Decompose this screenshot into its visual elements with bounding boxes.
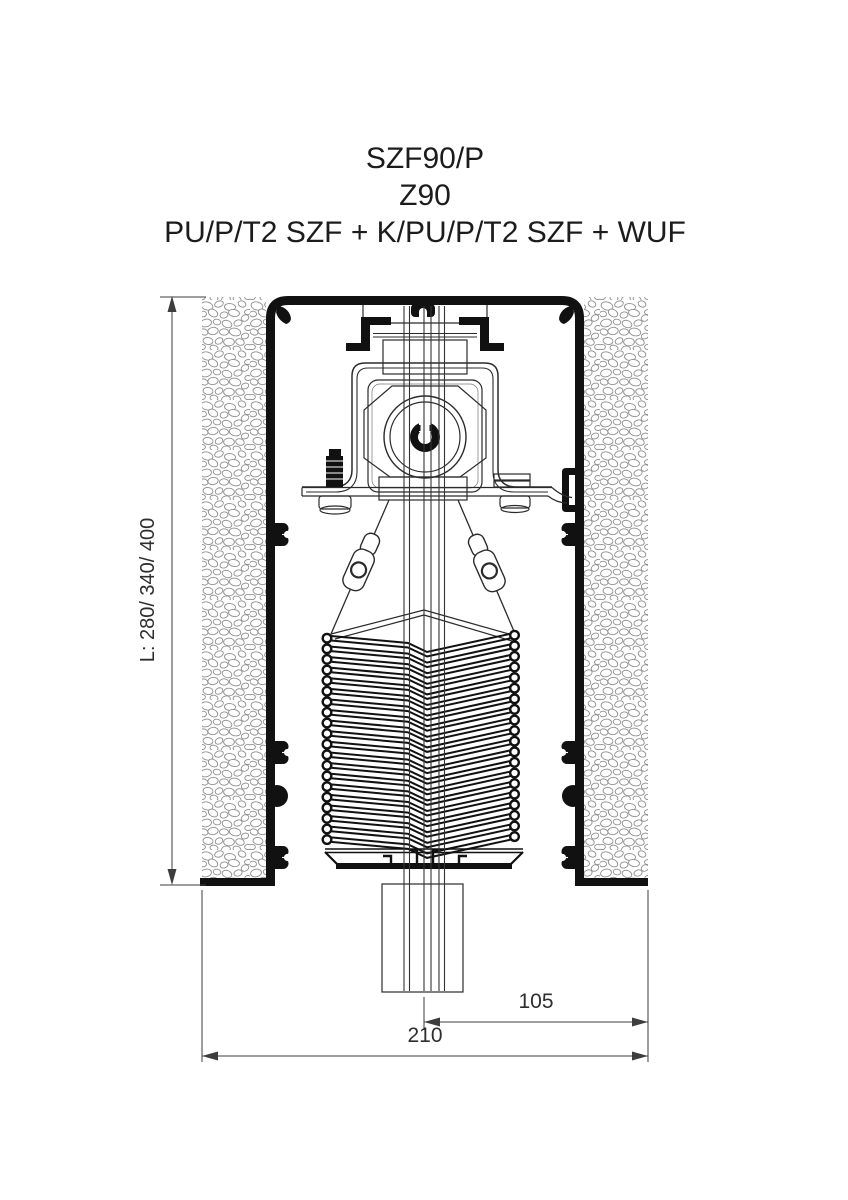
frame-corner-hook-right xyxy=(559,306,574,324)
dimension-210 xyxy=(202,890,648,1062)
title-line-2: Z90 xyxy=(399,179,451,212)
pleated-curtain xyxy=(323,631,519,858)
clip-left-top xyxy=(275,523,291,546)
height-dimension-label: L: 280/ 340/ 400 xyxy=(137,517,159,663)
frame-corner-hook-left xyxy=(276,306,291,324)
arrow-up xyxy=(168,296,177,312)
dimension-105 xyxy=(424,890,648,1062)
dimension-height xyxy=(137,296,206,885)
fixing-dot-left xyxy=(266,785,288,807)
arrow-left xyxy=(202,1052,218,1061)
right-wall-footer xyxy=(580,878,648,886)
mounting-plate xyxy=(302,449,572,514)
fixing-dot-right xyxy=(562,785,584,807)
left-wall xyxy=(200,297,268,886)
clip-right-mid xyxy=(559,741,575,764)
bolt-left xyxy=(319,449,351,514)
frame-profile-outline xyxy=(271,301,580,887)
right-wall xyxy=(580,297,648,886)
tensioner-right xyxy=(463,531,508,595)
lower-panel xyxy=(382,884,463,992)
hanger-bracket xyxy=(383,340,467,374)
left-wall-footer xyxy=(200,878,268,886)
frame-side-clips xyxy=(266,468,584,869)
clip-right-bottom xyxy=(559,846,575,869)
arrow-right xyxy=(632,1052,648,1061)
title-line-1: SZF90/P xyxy=(365,142,485,175)
title-line-3: PU/P/T2 SZF + K/PU/P/T2 SZF + WUF xyxy=(164,216,686,249)
clip-right-top xyxy=(559,523,575,546)
clip-left-bottom xyxy=(275,846,291,869)
fastener-right xyxy=(494,474,530,513)
arrow-down xyxy=(168,869,177,885)
tensioner-left xyxy=(340,530,385,594)
drawing-title xyxy=(164,142,686,249)
clip-left-mid xyxy=(275,741,291,764)
inner-width-dimension-label: 105 xyxy=(518,990,554,1013)
overall-width-dimension-label: 210 xyxy=(407,1024,443,1047)
spring-clip xyxy=(410,419,440,452)
headbox-frame xyxy=(266,301,584,887)
arrow-right xyxy=(632,1018,648,1027)
